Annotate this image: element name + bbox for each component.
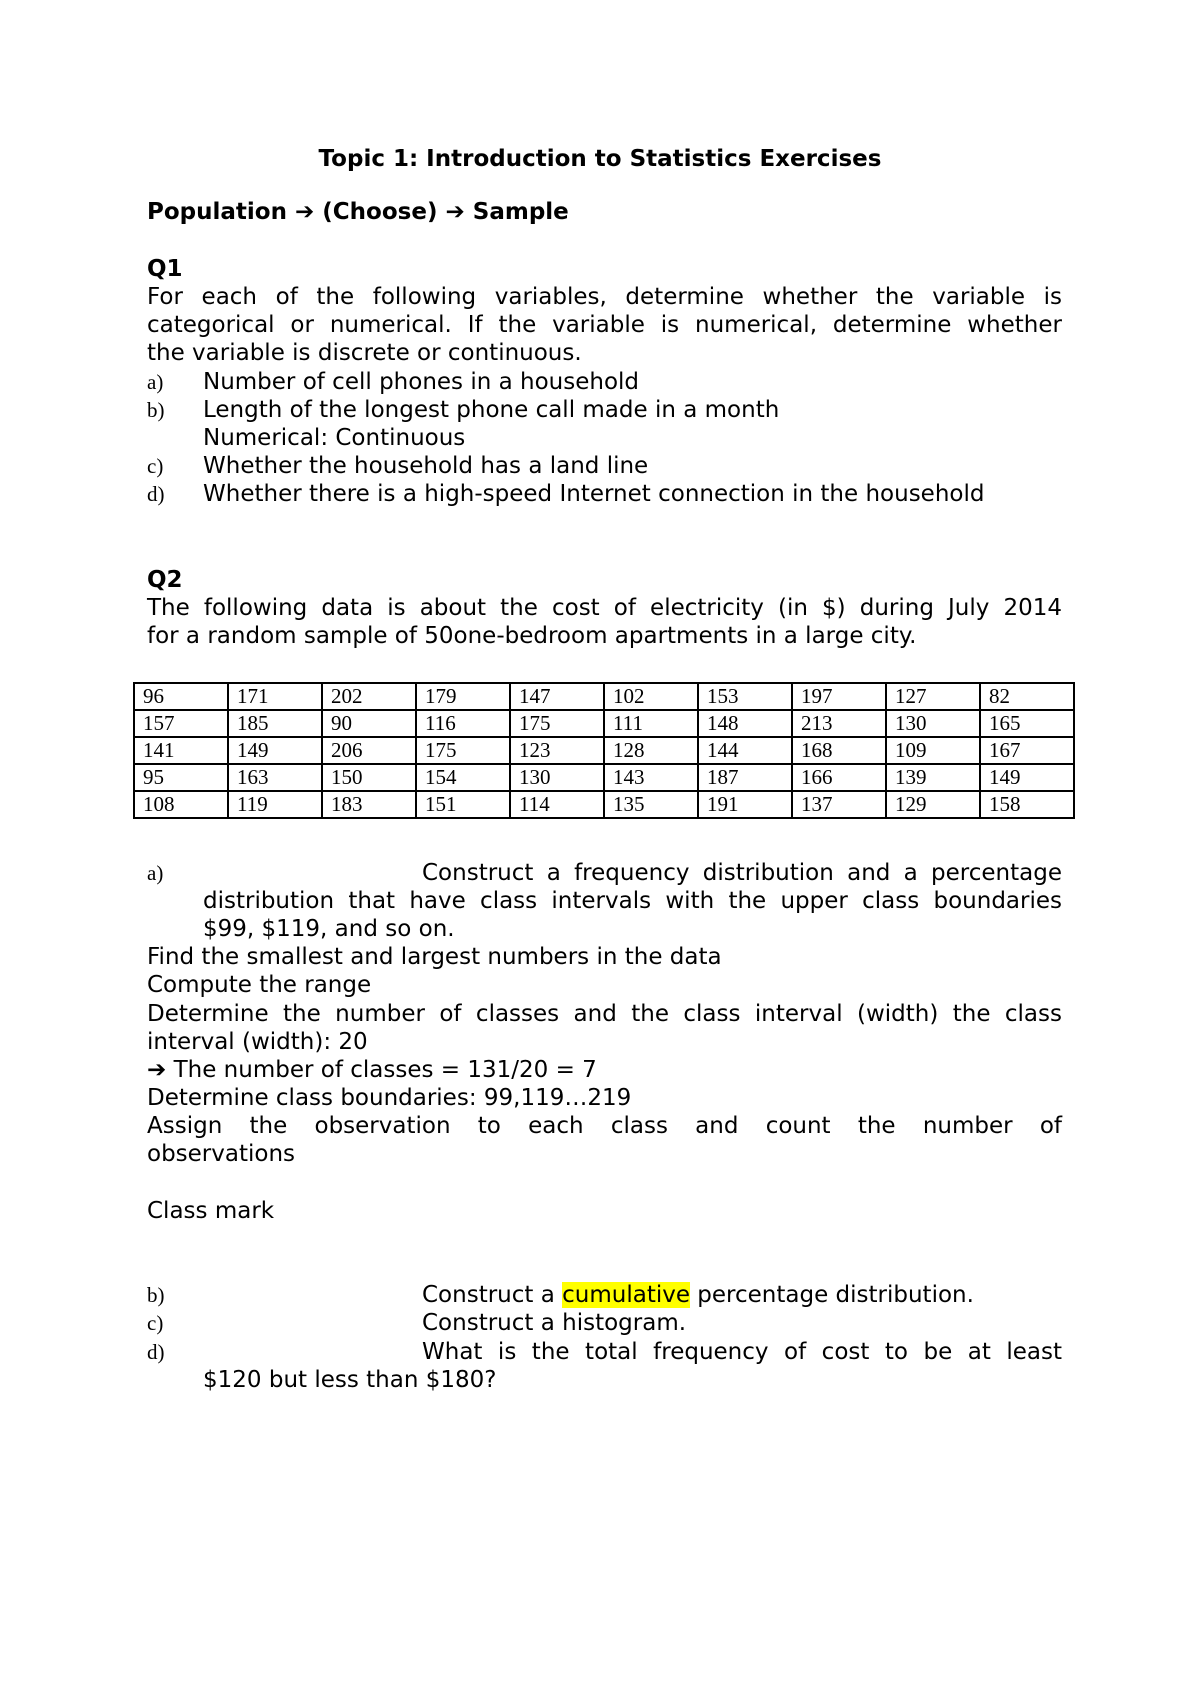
part-b-before: Construct a	[422, 1282, 563, 1308]
q1-intro-line: For each of the following variables, determine whether the variable is	[147, 284, 1062, 310]
table-cell: 168	[792, 737, 886, 764]
q2-part-d-line: What is the total frequency of cost to be at least	[422, 1339, 1062, 1365]
table-cell: 116	[416, 710, 510, 737]
highlighted-word: cumulative	[562, 1282, 690, 1308]
flow-choose: (Choose)	[322, 199, 438, 225]
page-title: Topic 1: Introduction to Statistics Exercises	[318, 146, 882, 172]
table-cell: 158	[980, 791, 1074, 818]
table-cell: 185	[228, 710, 322, 737]
table-cell: 144	[698, 737, 792, 764]
step-text: interval (width): 20	[147, 1029, 368, 1055]
list-marker: d)	[147, 482, 165, 506]
table-cell: 111	[604, 710, 698, 737]
table-cell: 175	[416, 737, 510, 764]
q2-part-b-text	[422, 1281, 974, 1309]
step-text: Determine the number of classes and the class interval (width) the class	[147, 1001, 1062, 1027]
table-row	[134, 764, 1074, 791]
q2-part-a-line: distribution that have class intervals with the upper class boundaries	[203, 888, 1062, 914]
step-text: observations	[147, 1141, 296, 1167]
q2-part-c-text: Construct a histogram.	[422, 1310, 687, 1336]
table-cell: 139	[886, 764, 980, 791]
list-marker: c)	[147, 454, 164, 478]
q2-heading: Q2	[147, 567, 183, 593]
table-cell: 109	[886, 737, 980, 764]
flow-population: Population	[147, 199, 287, 225]
table-cell: 187	[698, 764, 792, 791]
table-cell: 163	[228, 764, 322, 791]
table-cell: 166	[792, 764, 886, 791]
q1-intro-line: categorical or numerical. If the variable is numerical, determine whether	[147, 312, 1062, 338]
step-text: Find the smallest and largest numbers in the data	[147, 944, 722, 970]
table-cell: 119	[228, 791, 322, 818]
table-row	[134, 710, 1074, 737]
table-row	[134, 737, 1074, 764]
table-cell: 128	[604, 737, 698, 764]
table-cell: 197	[792, 683, 886, 710]
table-cell: 102	[604, 683, 698, 710]
table-cell: 183	[322, 791, 416, 818]
table-cell: 130	[886, 710, 980, 737]
table-cell: 123	[510, 737, 604, 764]
table-cell: 179	[416, 683, 510, 710]
step-text: Determine class boundaries: 99,119…219	[147, 1085, 632, 1111]
table-cell: 130	[510, 764, 604, 791]
table-cell: 148	[698, 710, 792, 737]
table-cell: 171	[228, 683, 322, 710]
list-marker: d)	[147, 1340, 165, 1364]
list-marker: a)	[147, 370, 164, 394]
table-cell: 141	[134, 737, 228, 764]
table-cell: 135	[604, 791, 698, 818]
list-marker: a)	[147, 861, 164, 885]
table-cell: 90	[322, 710, 416, 737]
table-cell: 149	[228, 737, 322, 764]
table-cell: 175	[510, 710, 604, 737]
table-row	[134, 683, 1074, 710]
electricity-cost-table	[133, 682, 1075, 819]
q1-heading: Q1	[147, 256, 183, 282]
table-cell: 95	[134, 764, 228, 791]
q1-item-text: Length of the longest phone call made in a month	[203, 397, 780, 423]
table-cell: 137	[792, 791, 886, 818]
q2-intro-line: The following data is about the cost of electricity (in $) during July 2014	[147, 595, 1062, 621]
table-cell: 165	[980, 710, 1074, 737]
table-cell: 206	[322, 737, 416, 764]
step-text: Assign the observation to each class and count the number of	[147, 1113, 1062, 1139]
table-cell: 191	[698, 791, 792, 818]
step-text: The number of classes = 131/20 = 7	[173, 1057, 597, 1083]
table-cell: 202	[322, 683, 416, 710]
table-cell: 129	[886, 791, 980, 818]
table-cell: 154	[416, 764, 510, 791]
table-cell: 213	[792, 710, 886, 737]
step-text: Compute the range	[147, 972, 372, 998]
step-classes-line	[147, 1056, 1062, 1084]
table-cell: 96	[134, 683, 228, 710]
table-cell: 149	[980, 764, 1074, 791]
table-cell: 127	[886, 683, 980, 710]
table-cell: 153	[698, 683, 792, 710]
q1-item-text: Number of cell phones in a household	[203, 369, 640, 395]
table-cell: 114	[510, 791, 604, 818]
population-sample-flow	[147, 198, 1062, 226]
arrow-right-icon: ➔	[147, 1057, 167, 1083]
table-cell: 147	[510, 683, 604, 710]
q2-part-a-line: $99, $119, and so on.	[203, 916, 455, 942]
table-row	[134, 791, 1074, 818]
step-text: Class mark	[147, 1198, 275, 1224]
table-cell: 143	[604, 764, 698, 791]
table-cell: 150	[322, 764, 416, 791]
q1-item-text: Whether the household has a land line	[203, 453, 649, 479]
arrow-right-icon: ➔	[294, 199, 315, 225]
q2-part-a-line: Construct a frequency distribution and a percentage	[422, 860, 1062, 886]
q1-intro-line: the variable is discrete or continuous.	[147, 340, 582, 366]
list-marker: c)	[147, 1311, 164, 1335]
table-cell: 108	[134, 791, 228, 818]
q1-item-answer: Numerical: Continuous	[203, 425, 466, 451]
table-cell: 157	[134, 710, 228, 737]
table-cell: 167	[980, 737, 1074, 764]
arrow-right-icon: ➔	[445, 199, 465, 225]
q2-intro-line: for a random sample of 50one-bedroom apartments in a large city.	[147, 623, 917, 649]
table-cell: 82	[980, 683, 1074, 710]
q2-part-d-line: $120 but less than $180?	[203, 1367, 497, 1393]
list-marker: b)	[147, 398, 165, 422]
flow-sample: Sample	[472, 199, 569, 225]
q1-item-text: Whether there is a high-speed Internet connection in the household	[203, 481, 985, 507]
list-marker: b)	[147, 1283, 165, 1307]
part-b-after: percentage distribution.	[689, 1282, 974, 1308]
table-cell: 151	[416, 791, 510, 818]
